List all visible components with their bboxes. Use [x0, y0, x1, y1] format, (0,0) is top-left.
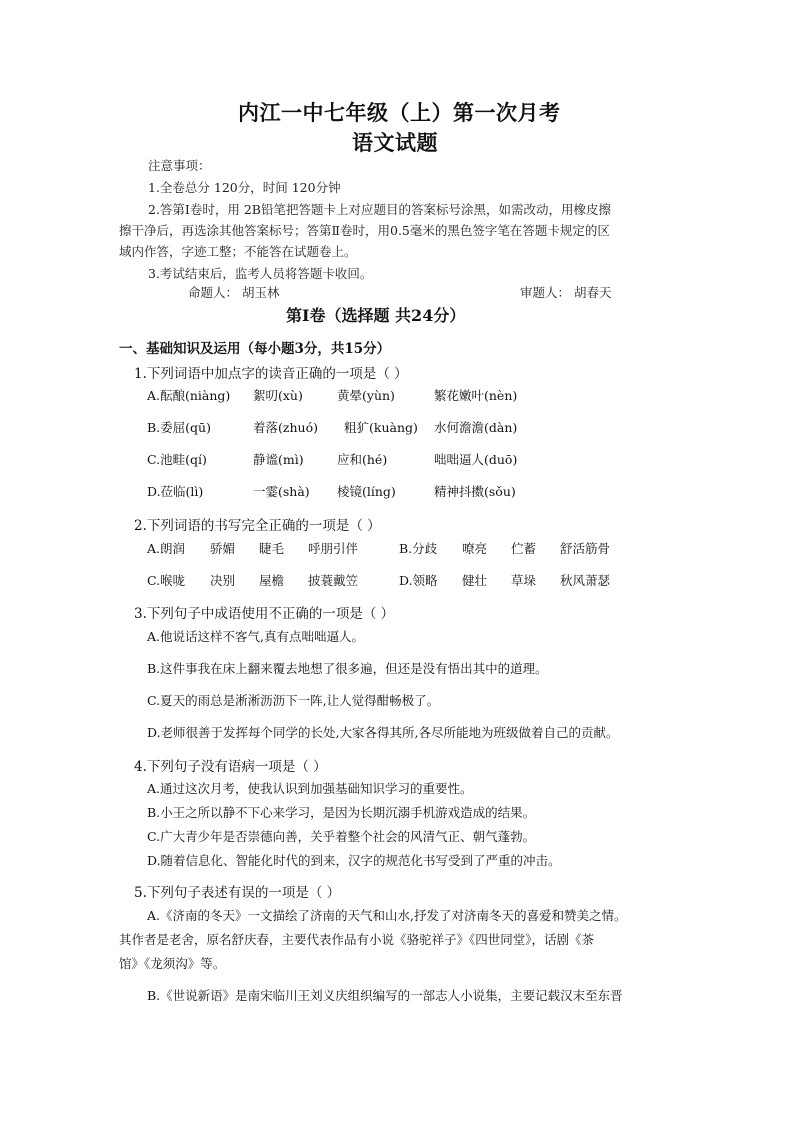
q1-a-3: 黄晕(yùn) — [337, 388, 395, 403]
notice-line-3: 3.考试结束后，监考人员将答题卡收回。 — [148, 266, 373, 281]
notice-line-2a: 2.答第Ⅰ卷时，用 2B铅笔把答题卡上对应题目的答案标号涂黑，如需改动，用橡皮擦 — [148, 202, 611, 217]
q1-c-4: 咄咄逼人(duō) — [434, 452, 518, 467]
q5-option-a-line3: 馆》《龙须沟》等。 — [119, 956, 226, 971]
q2-b-1: B.分歧 — [399, 541, 438, 556]
q5-option-b-line1: B.《世说新语》是南宋临川王刘义庆组织编写的一部志人小说集，主要记载汉末至东晋 — [147, 988, 623, 1003]
q1-a-2: 絮叨(xù) — [253, 388, 303, 403]
notice-line-2b: 擦干净后，再选涂其他答案标号；答第Ⅱ卷时，用0.5毫米的黑色签字笔在答题卡规定的区 — [119, 223, 610, 238]
q4-option-c: C.广大青少年是否崇德向善，关乎着整个社会的风清气正、朝气蓬勃。 — [147, 829, 536, 844]
q2-a-4: 呼朋引伴 — [308, 541, 359, 556]
q2-d-1: D.领略 — [399, 573, 438, 588]
q5-option-a-line1: A.《济南的冬天》一文描绘了济南的天气和山水,抒发了对济南冬天的喜爱和赞美之情。 — [147, 908, 627, 923]
q2-a-2: 骄媚 — [210, 541, 236, 556]
notice-line-1: 1.全卷总分 120分，时间 120分钟 — [148, 180, 341, 195]
q3-option-c: C.夏天的雨总是淅淅沥沥下一阵,让人觉得酣畅极了。 — [147, 693, 440, 708]
q2-b-4: 舒活筋骨 — [560, 541, 611, 556]
q2-c-3: 屋檐 — [259, 573, 285, 588]
q1-b-2: 着落(zhuó) — [253, 420, 318, 435]
q2-stem: 2.下列词语的书写完全正确的一项是（ ） — [134, 518, 381, 534]
q3-option-a: A.他说话这样不客气,真有点咄咄逼人。 — [147, 629, 364, 644]
notice-line-2c: 域内作答，字迹工整；不能答在试题卷上。 — [119, 244, 357, 259]
q1-a-1: A.酝酿(niàng) — [147, 388, 231, 403]
setter-line: 命题人： 胡玉林 — [188, 285, 280, 300]
reviewer-line: 审题人： 胡春天 — [520, 285, 612, 300]
q1-c-2: 静谧(mì) — [253, 452, 304, 467]
q1-c-1: C.池畦(qí) — [147, 452, 207, 467]
q2-c-1: C.喉咙 — [147, 573, 186, 588]
q2-d-2: 健壮 — [462, 573, 488, 588]
q1-stem: 1.下列词语中加点字的读音正确的一项是（ ） — [134, 366, 408, 382]
q1-d-3: 棱镜(líng) — [337, 484, 396, 499]
q4-option-b: B.小王之所以静不下心来学习，是因为长期沉溺手机游戏造成的结果。 — [147, 805, 536, 820]
q1-c-3: 应和(hé) — [337, 452, 388, 467]
q4-option-d: D.随着信息化、智能化时代的到来，汉字的规范化书写受到了严重的冲击。 — [147, 853, 561, 868]
q2-b-2: 嘹亮 — [462, 541, 488, 556]
q1-d-2: 一霎(shà) — [253, 484, 310, 499]
part1-title: 第Ⅰ卷（选择题 共24分） — [286, 306, 466, 325]
q1-b-4: 水何澹澹(dàn) — [434, 420, 518, 435]
q3-stem: 3.下列句子中成语使用不正确的一项是（ ） — [134, 606, 395, 622]
notice-label: 注意事项： — [148, 158, 211, 173]
q3-option-b: B.这件事我在床上翻来覆去地想了很多遍，但还是没有悟出其中的道理。 — [147, 661, 548, 676]
q2-b-3: 伫蓄 — [511, 541, 537, 556]
section1-heading: 一、基础知识及运用（每小题3分，共15分） — [119, 341, 391, 357]
q2-d-4: 秋风萧瑟 — [560, 573, 611, 588]
q1-b-3: 粗犷(kuàng) — [344, 420, 418, 435]
exam-title: 内江一中七年级（上）第一次月考 — [238, 100, 561, 125]
q4-option-a: A.通过这次月考，使我认识到加强基础知识学习的重要性。 — [147, 781, 473, 796]
q2-a-1: A.朗润 — [147, 541, 186, 556]
q1-d-4: 精神抖擞(sǒu) — [434, 484, 516, 499]
q5-stem: 5.下列句子表述有误的一项是（ ） — [134, 885, 341, 901]
q1-a-4: 繁花嫩叶(nèn) — [434, 388, 518, 403]
q2-c-4: 披蓑戴笠 — [308, 573, 359, 588]
q2-a-3: 睫毛 — [259, 541, 285, 556]
q3-option-d: D.老师很善于发挥每个同学的长处,大家各得其所,各尽所能地为班级做着自己的贡献。 — [147, 725, 619, 740]
q4-stem: 4.下列句子没有语病一项是（ ） — [134, 759, 327, 775]
q5-option-a-line2: 其作者是老舍，原名舒庆春，主要代表作品有小说《骆驼祥子》《四世同堂》，话剧《茶 — [119, 932, 595, 947]
q2-c-2: 决别 — [210, 573, 236, 588]
q2-d-3: 草垛 — [511, 573, 537, 588]
exam-subtitle: 语文试题 — [352, 130, 438, 155]
q1-b-1: B.委屈(qū) — [147, 420, 211, 435]
q1-d-1: D.莅临(lì) — [147, 484, 204, 499]
